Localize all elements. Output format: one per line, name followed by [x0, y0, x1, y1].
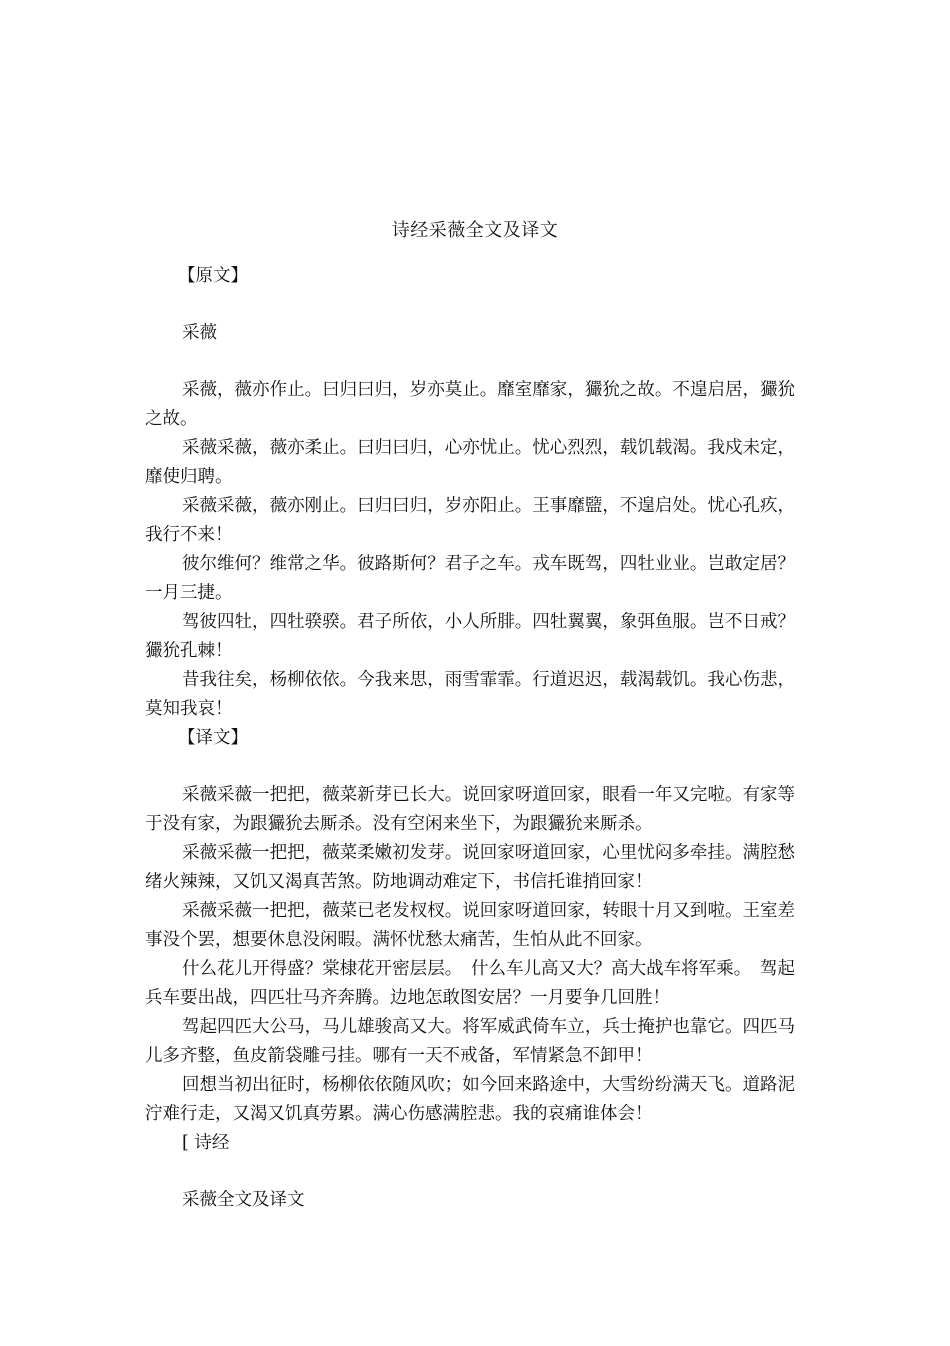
spacer	[145, 753, 795, 781]
translation-paragraph: 回想当初出征时，杨柳依依随风吹；如今回来路途中，大雪纷纷满天飞。道路泥泞难行走，又渴又饥真劳累。满心伤感满腔悲。我的哀痛谁体会！	[145, 1075, 795, 1124]
original-stanza: 采薇采薇，薇亦柔止。曰归曰归，心亦忧止。忧心烈烈，载饥载渴。我戍未定，靡使归聘。	[145, 438, 795, 487]
translation-paragraph: 什么花儿开得盛？棠棣花开密层层。 什么车儿高又大？高大战车将军乘。 驾起兵车要出战，四匹壮马齐奔腾。边地怎敢图安居？一月要争几回胜！	[145, 959, 795, 1008]
translation-paragraph: 采薇采薇一把把，薇菜新芽已长大。说回家呀道回家，眼看一年又完啦。有家等于没有家，为跟玁狁去厮杀。没有空闲来坐下，为跟玁狁来厮杀。	[145, 785, 795, 834]
translation-paragraph: 驾起四匹大公马，马儿雄骏高又大。将军威武倚车立，兵士掩护也靠它。四匹马儿多齐整，鱼皮箭袋雕弓挂。哪有一天不戒备，军情紧急不卸甲！	[145, 1017, 795, 1066]
spacer	[145, 291, 795, 319]
footer-title: 采薇全文及译文	[182, 1190, 305, 1210]
spacer	[145, 1158, 795, 1186]
original-stanza: 采薇采薇，薇亦刚止。曰归曰归，岁亦阳止。王事靡盬，不遑启处。忧心孔疚，我行不来！	[145, 496, 795, 545]
translation-paragraph: 采薇采薇一把把，薇菜已老发杈杈。说回家呀道回家，转眼十月又到啦。王室差事没个罢，想要休息没闲暇。满怀忧愁太痛苦，生怕从此不回家。	[145, 901, 795, 950]
original-stanza: 驾彼四牡，四牡骙骙。君子所依，小人所腓。四牡翼翼，象弭鱼服。岂不日戒？玁狁孔棘！	[145, 612, 795, 661]
original-stanza: 昔我往矣，杨柳依依。今我来思，雨雪霏霏。行道迟迟，载渴载饥。我心伤悲，莫知我哀！	[145, 670, 795, 719]
spacer	[145, 348, 795, 376]
translation-paragraph: 采薇采薇一把把，薇菜柔嫩初发芽。说回家呀道回家，心里忧闷多牵挂。满腔愁绪火辣辣，又饥又渴真苦煞。防地调动难定下，书信托谁捎回家！	[145, 843, 795, 892]
original-stanza: 采薇，薇亦作止。曰归曰归，岁亦莫止。靡室靡家，玁狁之故。不遑启居，玁狁之故。	[145, 380, 795, 429]
poem-title: 采薇	[182, 323, 217, 343]
document-body	[145, 262, 795, 1215]
translation-heading: 【译文】	[178, 728, 248, 748]
original-stanza: 彼尔维何？维常之华。彼路斯何？君子之车。戎车既驾，四牡业业。岂敢定居？一月三捷。	[145, 554, 795, 603]
original-heading: 【原文】	[178, 266, 248, 286]
trailing-fragment: [ 诗经	[182, 1133, 230, 1153]
document-title: 诗经采薇全文及译文	[391, 220, 559, 241]
